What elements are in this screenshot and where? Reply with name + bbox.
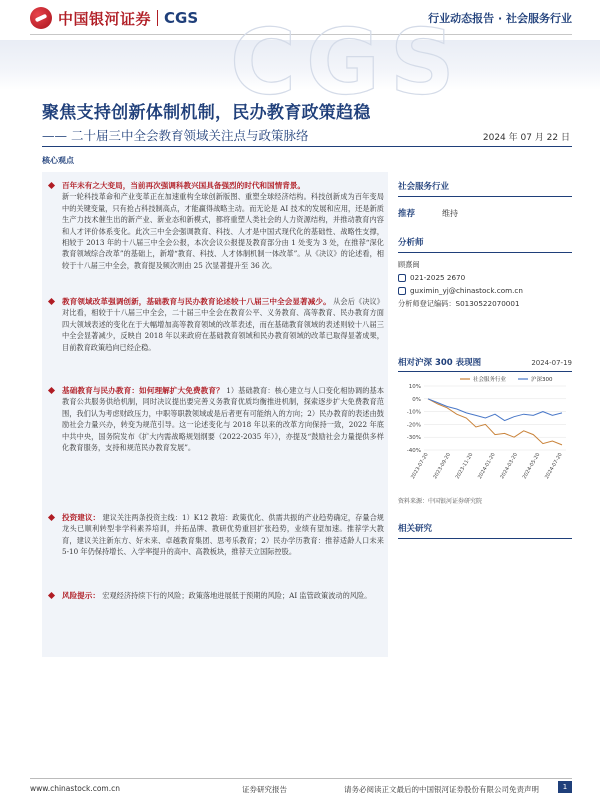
rating-block	[398, 180, 572, 219]
footer-website[interactable]: www.chinastock.com.cn	[30, 784, 120, 793]
rating-row	[398, 207, 572, 219]
y-tick-label: 10%	[408, 384, 421, 390]
x-tick-label: 2023-09-20	[432, 452, 453, 481]
bullet-icon	[48, 592, 55, 599]
title-divider	[42, 146, 572, 147]
paragraph-lead: 基础教育与民办教育：如何理解扩大免费教育？	[62, 386, 224, 395]
logo-separator	[157, 10, 158, 26]
paragraph-lead: 风险提示：	[62, 591, 100, 600]
paragraph-5	[62, 590, 384, 601]
x-tick-label: 2023-07-20	[410, 452, 430, 481]
y-tick-label: 0%	[412, 396, 421, 403]
performance-chart	[398, 372, 572, 490]
rating-value: 维持	[442, 208, 458, 218]
analyst-name: 顾熹闽	[398, 260, 420, 269]
paragraph-2	[62, 296, 384, 353]
chart-source: 资料来源：中国银河证券研究院	[398, 498, 483, 505]
core-views-label: 核心观点	[42, 156, 74, 165]
analyst-heading: 分析师	[398, 236, 572, 253]
analyst-phone-row	[398, 271, 572, 284]
footer-center: 证券研究报告	[242, 785, 287, 794]
paragraph-body: 从会后《决议》对比看，相较于十八届三中全会，二十届三中全会在教育公平、义务教育、高等教育、民办教育方面四大领域表述的变化在于大幅增加高等教育领域的改革表述，而在基础教育领域的表述则较十八届三中全会显著减少，反映自 2018 年以来政府在基础教育领域和民办教育领域的改革已取得显著成果，目前教育政策趋向已经企稳。	[62, 297, 384, 352]
paragraph-3	[62, 385, 384, 453]
bullet-icon	[48, 182, 55, 189]
logo-cgs: CGS	[164, 9, 199, 27]
series-line-1	[428, 399, 562, 445]
rating-label: 推荐	[398, 209, 416, 219]
report-subtitle: —— 二十届三中全会教育领域关注点与政策脉络	[42, 128, 309, 143]
footer-disclaimer: 请务必阅读正文最后的中国银河证券股份有限公司免责声明	[344, 785, 539, 794]
analyst-block	[398, 236, 572, 310]
report-title: 聚焦支持创新体制机制，民办教育政策趋稳	[42, 103, 371, 123]
chart-title: 相对沪深 300 表现图	[398, 358, 482, 368]
paragraph-body: 建议关注两条投资主线：1）K12 教培：政策优化、供需共振的产业趋势确定，存量合规龙头已顺利转型非学科素养培训，并拓品牌、教研优势重回扩张趋势，业绩有望加速。推荐学大教育，建议关注新东方、好未来、卓越教育集团、思考乐教育；2）民办学历教育：推荐适龄人口未来 5-10 年仍保持增长、入学率提升的高中、高教板块，推荐天立国际控股。	[62, 513, 384, 557]
analyst-phone: 021-2025 2670	[410, 273, 466, 282]
industry-heading: 社会服务行业	[398, 180, 572, 197]
x-tick-label: 2023-11-20	[454, 452, 475, 481]
analyst-cert: 分析师登记编码：S0130522070001	[398, 299, 520, 308]
legend-label: 社会服务行业	[473, 377, 507, 383]
bullet-icon	[48, 514, 55, 521]
phone-icon	[398, 274, 406, 282]
paragraph-4	[62, 512, 384, 558]
footer-divider	[30, 778, 572, 779]
page-number: 1	[558, 781, 572, 793]
chart-title-row	[398, 356, 572, 372]
series-line-2	[428, 399, 562, 421]
y-tick-label: -20%	[406, 422, 421, 429]
paragraph-body: 宏观经济持续下行的风险；政策落地进展低于预期的风险；AI 监管政策波动的风险。	[102, 591, 372, 600]
band-watermark: CGS	[230, 10, 465, 115]
logo-mark-icon	[30, 7, 52, 29]
y-tick-label: -30%	[406, 435, 421, 442]
y-tick-label: -40%	[406, 448, 421, 454]
analyst-email[interactable]: guximin_yj@chinastock.com.cn	[410, 286, 523, 295]
y-tick-label: -10%	[406, 409, 421, 416]
paragraph-1	[62, 180, 384, 271]
bullet-icon	[48, 298, 55, 305]
report-date: 2024 年 07 月 22 日	[482, 133, 570, 143]
paragraph-lead: 百年未有之大变局，当前再次强调科教兴国具备强烈的时代和国情背景。	[62, 181, 305, 190]
analyst-email-row	[398, 284, 572, 297]
x-tick-label: 2024-01-20	[477, 452, 497, 481]
related-heading: 相关研究	[398, 522, 572, 539]
related-block	[398, 522, 572, 539]
x-tick-label: 2024-07-20	[544, 452, 564, 481]
paragraph-lead: 教育领域改革强调创新，基础教育与民办教育论述较十八届三中全会显著减少。	[62, 297, 331, 306]
logo-text: 中国银河证券	[58, 9, 152, 28]
paragraph-lead: 投资建议：	[62, 513, 101, 522]
legend-label: 沪深300	[531, 377, 553, 383]
x-tick-label: 2024-05-20	[521, 452, 542, 481]
chart-block	[398, 356, 572, 505]
bullet-icon	[48, 387, 55, 394]
paragraph-body: 新一轮科技革命和产业变革正在加速重构全球创新版图、重塑全球经济结构。科技创新成为百年变局中的关键变量，只有抢占科技制高点，才能赢得战略主动。而无论是 AI 技术的发展和应用，还是新质生产力技术催生出的新产业、新业态和新模式，都将重塑人类社会的人力资源结构，并推动教育内容和人才评价体系变化。此次三中全会强调教育、科技、人才是中国式现代化的基础性、战略性支撑，相较于 2013 年的十八届三中全会公报，本次会议公报提及教育部分由 1 处变为 3 处，在推荐“深化教育领域综合改革”的基础上，新增“教育、科技、人才体制机制一体改革”。从《决议》的论述看，相较于十八届三中全会，教育提及频次则由 25 次显著提升至 36 次。	[62, 192, 384, 270]
company-logo	[30, 7, 198, 29]
paragraph-body: 1）基础教育：核心建立与人口变化相协调的基本教育公共服务供给机制，同时决议提出要完善义务教育优质均衡推进机制，探索逐步扩大免费教育范围，我们认为考虑财政压力，中职等职教领域或是后者更有可能纳入的方向；2）民办教育的表述由鼓励社会力量兴办，转变为规范引导。这一论述变化与 2018 年以来的改革方向保持一致，2022 年底中共中央，国务院发布《扩大内需战略规划纲要（2022-2035 年）》，亦提及“鼓励社会力量提供多样化教育服务，支持和规范民办教育发展”。	[62, 386, 385, 453]
core-views-panel	[42, 172, 388, 657]
report-type: 行业动态报告 · 社会服务行业	[428, 12, 572, 25]
email-icon	[398, 287, 406, 295]
x-tick-label: 2024-03-20	[499, 452, 520, 481]
chart-date: 2024-07-19	[531, 359, 572, 367]
